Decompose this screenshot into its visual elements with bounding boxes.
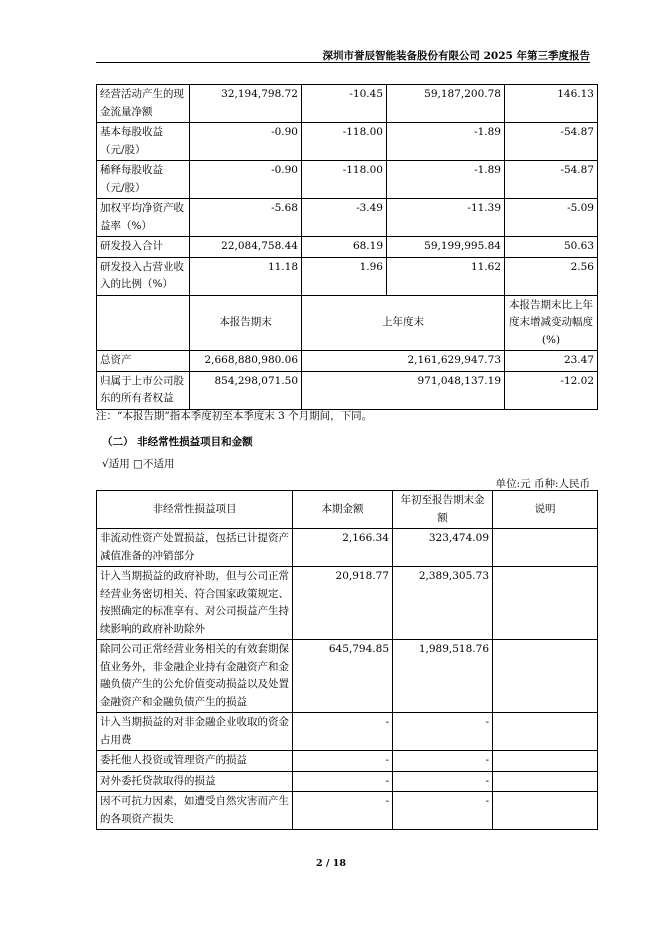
table-subheader-row: [97, 295, 598, 351]
cell-value: 59,187,200.78: [387, 85, 505, 123]
cell-value: -: [393, 751, 493, 772]
cell-note: [493, 640, 598, 713]
table-row: [97, 771, 598, 792]
cell-value: 11.18: [190, 257, 302, 295]
cell-value: -5.68: [190, 199, 302, 237]
table-row: [97, 751, 598, 772]
unit-currency-line: 单位:元 币种:人民币: [495, 478, 590, 490]
table-row: [97, 161, 598, 199]
table-row: [97, 237, 598, 258]
cell-value: -10.45: [302, 85, 387, 123]
table-row: [97, 640, 598, 713]
cell-note: [493, 751, 598, 772]
cell-value: 645,794.85: [293, 640, 393, 713]
column-header: 上年度末: [302, 295, 505, 351]
cell-value: 22,084,758.44: [190, 237, 302, 258]
cell-value: 971,048,137.19: [302, 371, 505, 409]
cell-value: 146.13: [505, 85, 598, 123]
column-header: 本报告期末: [190, 295, 302, 351]
cell-value: -54.87: [505, 123, 598, 161]
page-number: 2 / 18: [316, 858, 346, 869]
cell-value: 68.19: [302, 237, 387, 258]
cell-value: -: [293, 751, 393, 772]
column-header: 说明: [493, 491, 598, 529]
row-label: 研发投入占营业收入的比例（%）: [97, 257, 190, 295]
cell-note: [493, 771, 598, 792]
cell-value: -5.09: [505, 199, 598, 237]
cell-value: -11.39: [387, 199, 505, 237]
table-row: [97, 199, 598, 237]
row-label: 除同公司正常经营业务相关的有效套期保值业务外，非金融企业持有金融资产和金融负债产生的公允价值变动损益以及处置金融资产和金融负债产生的损益: [97, 640, 293, 713]
applicability-line: √适用 □不适用: [102, 458, 175, 470]
row-label: 总资产: [97, 351, 190, 372]
cell-value: 2,668,880,980.06: [190, 351, 302, 372]
row-label: 因不可抗力因素，如遭受自然灾害而产生的各项资产损失: [97, 792, 293, 830]
cell-value: -0.90: [190, 161, 302, 199]
cell-value: -118.00: [302, 161, 387, 199]
cell-value: -: [393, 713, 493, 751]
section-title: （二） 非经常性损益项目和金额: [102, 436, 253, 448]
cell-note: [493, 529, 598, 567]
table-row: [97, 85, 598, 123]
row-label: 加权平均净资产收益率（%）: [97, 199, 190, 237]
row-label: 计入当期损益的政府补助，但与公司正常经营业务密切相关、符合国家政策规定、按照确定的标准享有、对公司损益产生持续影响的政府补助除外: [97, 567, 293, 640]
row-label: 基本每股收益（元/股）: [97, 123, 190, 161]
cell-value: 20,918.77: [293, 567, 393, 640]
cell-value: 323,474.09: [393, 529, 493, 567]
cell-value: -: [293, 713, 393, 751]
row-label: 稀释每股收益（元/股）: [97, 161, 190, 199]
row-label: 委托他人投资或管理资产的损益: [97, 751, 293, 772]
table-row: [97, 123, 598, 161]
cell-value: -: [293, 771, 393, 792]
cell-value: 32,194,798.72: [190, 85, 302, 123]
cell-value: 1,989,518.76: [393, 640, 493, 713]
cell-value: -: [393, 771, 493, 792]
cell-value: 23.47: [505, 351, 598, 372]
cell-value: 2.56: [505, 257, 598, 295]
cell-value: -54.87: [505, 161, 598, 199]
row-label: 计入当期损益的对非金融企业收取的资金占用费: [97, 713, 293, 751]
table-row: [97, 529, 598, 567]
table-row: [97, 257, 598, 295]
header-divider: [96, 62, 590, 63]
cell-value: -118.00: [302, 123, 387, 161]
row-label: 对外委托贷款取得的损益: [97, 771, 293, 792]
cell-value: 2,161,629,947.73: [302, 351, 505, 372]
cell-note: [493, 792, 598, 830]
column-header: 本期金额: [293, 491, 393, 529]
cell-value: -: [393, 792, 493, 830]
empty-cell: [97, 295, 190, 351]
row-label: 研发投入合计: [97, 237, 190, 258]
cell-value: 11.62: [387, 257, 505, 295]
table-note: 注：“本报告期”指本季度初至本季度末 3 个月期间，下同。: [96, 410, 373, 422]
cell-value: 2,389,305.73: [393, 567, 493, 640]
financial-indicators-table: [96, 84, 598, 410]
cell-value: -: [293, 792, 393, 830]
column-header: 本报告期末比上年度末增减变动幅度(%): [505, 295, 598, 351]
row-label: 非流动性资产处置损益，包括已计提资产减值准备的冲销部分: [97, 529, 293, 567]
cell-note: [493, 567, 598, 640]
cell-value: -3.49: [302, 199, 387, 237]
cell-value: -1.89: [387, 161, 505, 199]
table-row: [97, 792, 598, 830]
table-row: [97, 371, 598, 409]
table-row: [97, 351, 598, 372]
table-row: [97, 713, 598, 751]
cell-value: 59,199,995.84: [387, 237, 505, 258]
cell-value: 1.96: [302, 257, 387, 295]
cell-value: -0.90: [190, 123, 302, 161]
non-recurring-items-table: [96, 490, 598, 830]
column-header: 非经常性损益项目: [97, 491, 293, 529]
row-label: 经营活动产生的现金流量净额: [97, 85, 190, 123]
table-row: [97, 567, 598, 640]
column-header: 年初至报告期末金额: [393, 491, 493, 529]
cell-value: 50.63: [505, 237, 598, 258]
report-header: 深圳市誉辰智能装备股份有限公司 2025 年第三季度报告: [322, 50, 590, 62]
row-label: 归属于上市公司股东的所有者权益: [97, 371, 190, 409]
table-header-row: [97, 491, 598, 529]
cell-value: 2,166.34: [293, 529, 393, 567]
cell-note: [493, 713, 598, 751]
cell-value: 854,298,071.50: [190, 371, 302, 409]
cell-value: -1.89: [387, 123, 505, 161]
cell-value: -12.02: [505, 371, 598, 409]
